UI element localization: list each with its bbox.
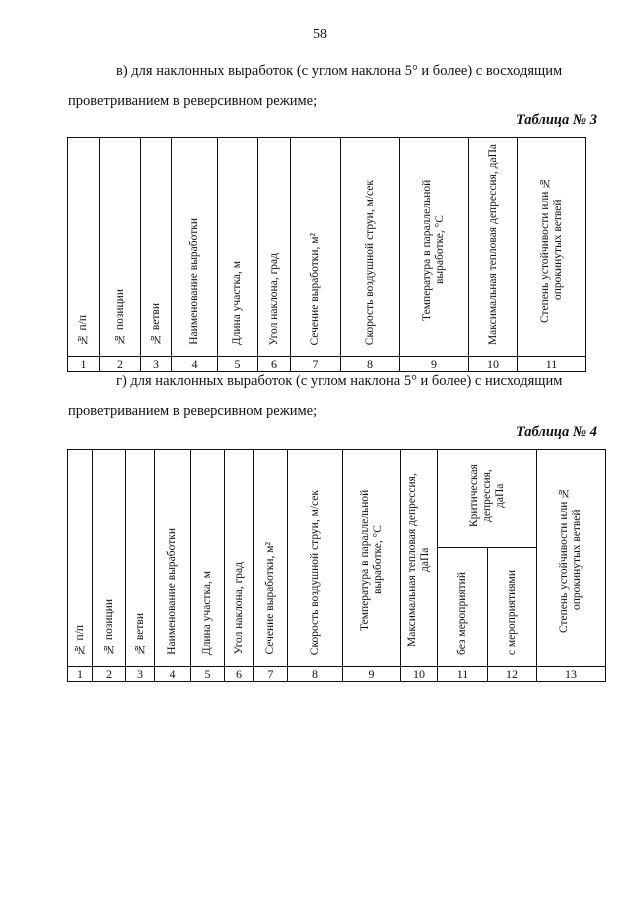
header-cell: № ветви	[141, 138, 172, 357]
column-number: 7	[254, 667, 288, 682]
header-cell: Длина участка, м	[191, 450, 225, 667]
header-cell: № позиции	[100, 138, 141, 357]
header-cell: Наименование выработки	[172, 138, 218, 357]
column-number: 3	[141, 357, 172, 372]
header-subcell: с мероприятиями	[488, 548, 537, 667]
header-cell: № позиции	[93, 450, 126, 667]
column-number: 10	[401, 667, 438, 682]
column-number: 10	[469, 357, 518, 372]
header-group-cell: Критическая депрессия, даПа	[438, 450, 537, 548]
header-cell: Угол наклона, град	[225, 450, 254, 667]
header-cell: Сечение выработки, м²	[254, 450, 288, 667]
header-cell: Максимальная тепловая депрессия, даПа	[469, 138, 518, 357]
column-number: 11	[438, 667, 488, 682]
table-4-title: Таблица № 4	[515, 424, 597, 440]
header-cell: Наименование выработки	[155, 450, 191, 667]
column-number: 6	[258, 357, 291, 372]
header-cell: Скорость воздушной струи, м/сек	[288, 450, 343, 667]
column-number: 12	[488, 667, 537, 682]
page-number: 58	[313, 27, 327, 42]
table-3	[67, 137, 586, 372]
column-number: 6	[225, 667, 254, 682]
table-4	[67, 449, 606, 682]
header-cell: Угол наклона, град	[258, 138, 291, 357]
header-cell: Сечение выработки, м²	[291, 138, 341, 357]
header-cell: Длина участка, м	[218, 138, 258, 357]
column-number: 3	[126, 667, 155, 682]
header-cell: Температура в параллельной выработке, °С	[343, 450, 401, 667]
table-3-title: Таблица № 3	[515, 112, 597, 128]
column-number: 4	[172, 357, 218, 372]
paragraph-text: г) для наклонных выработок (с углом наклона 5° и более) с нисходящим проветриванием в реверсивном режиме;	[68, 373, 563, 419]
paragraph-downward-ventilation	[68, 366, 598, 426]
column-number: 7	[291, 357, 341, 372]
column-number: 1	[68, 667, 93, 682]
column-number: 4	[155, 667, 191, 682]
column-number: 1	[68, 357, 100, 372]
column-number: 2	[93, 667, 126, 682]
column-number: 8	[288, 667, 343, 682]
header-subcell: без мероприятий	[438, 548, 488, 667]
column-number: 5	[218, 357, 258, 372]
column-number: 5	[191, 667, 225, 682]
header-cell: Степень устойчивости или № опрокинутых ветвей	[518, 138, 586, 357]
column-number: 2	[100, 357, 141, 372]
header-cell: № ветви	[126, 450, 155, 667]
header-cell: Максимальная тепловая депрессия, даПа	[401, 450, 438, 667]
header-cell: Температура в параллельной выработке, °С	[400, 138, 469, 357]
column-number: 9	[400, 357, 469, 372]
column-number: 8	[341, 357, 400, 372]
paragraph-upward-ventilation	[68, 56, 598, 116]
column-number: 11	[518, 357, 586, 372]
header-cell: Степень устойчивости или № опрокинутых ветвей	[537, 450, 606, 667]
column-number: 9	[343, 667, 401, 682]
header-cell: Скорость воздушной струи, м/сек	[341, 138, 400, 357]
column-number: 13	[537, 667, 606, 682]
paragraph-text: в) для наклонных выработок (с углом наклона 5° и более) с восходящим проветриванием в реверсивном режиме;	[68, 63, 563, 109]
header-cell: № п/п	[68, 450, 93, 667]
header-cell: № п/п	[68, 138, 100, 357]
